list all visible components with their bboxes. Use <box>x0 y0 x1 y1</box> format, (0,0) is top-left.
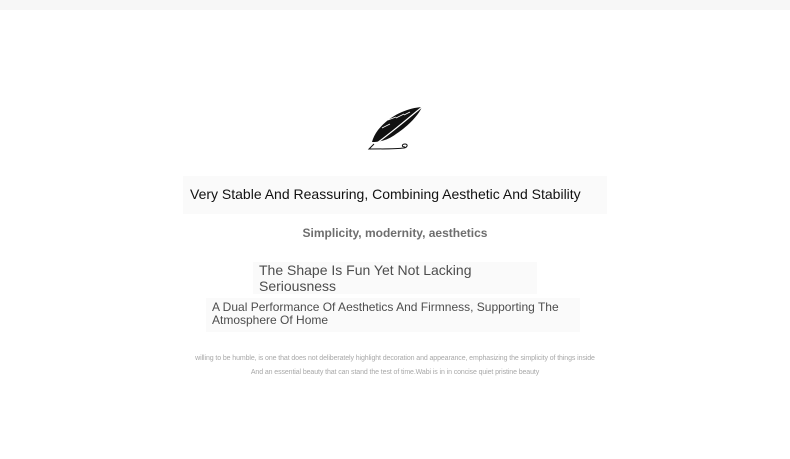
dual-performance-description: A Dual Performance Of Aesthetics And Firmness, Supporting The Atmosphere Of Home <box>212 300 559 327</box>
feather-quill-icon <box>366 104 424 152</box>
top-bar <box>0 0 790 10</box>
headline: Very Stable And Reassuring, Combining Aesthetic And Stability <box>190 186 581 202</box>
shape-description: The Shape Is Fun Yet Not Lacking Seriousness <box>259 262 472 294</box>
fine-print-line-2: And an essential beauty that can stand the test of time.Wabi is in in concise quiet pristine beauty <box>250 369 540 376</box>
tagline: Simplicity, modernity, aesthetics <box>302 226 488 240</box>
fine-print-line-1: willing to be humble, is one that does not deliberately highlight decoration and appearance, emphasizing the simplicity of things inside <box>195 355 595 362</box>
